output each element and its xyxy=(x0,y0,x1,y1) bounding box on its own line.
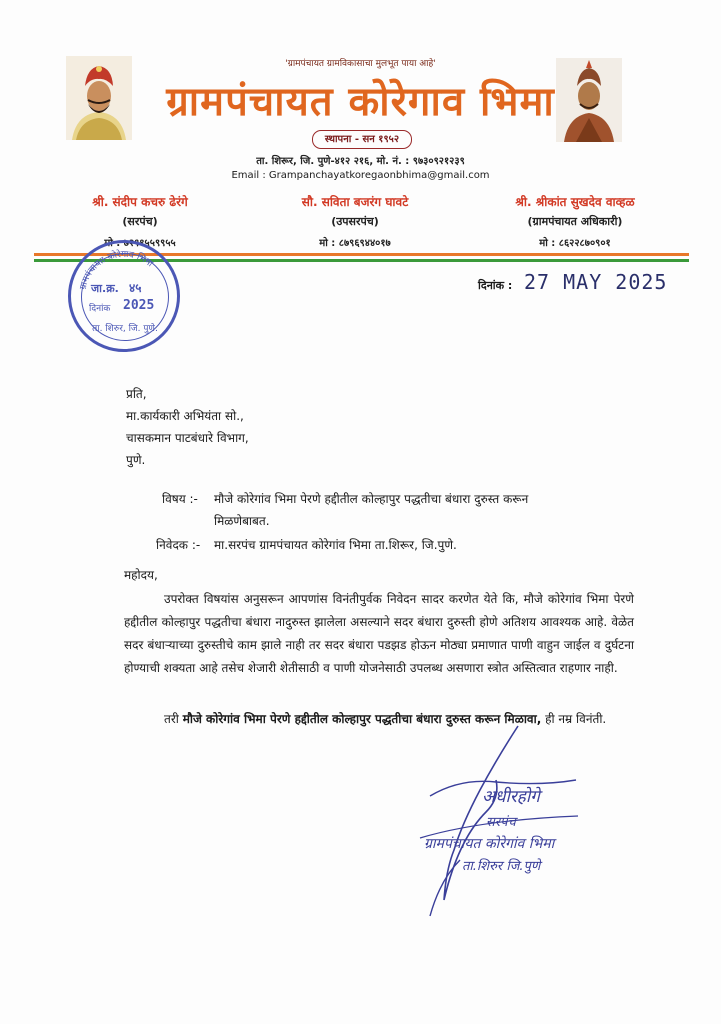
official-mobile: मो : ८६२२८७०९०१ xyxy=(539,238,611,249)
date-label: दिनांक : xyxy=(478,279,513,292)
official-gram-officer xyxy=(470,193,680,249)
closing-suffix: ही नम्र विनंती. xyxy=(545,712,607,726)
stamp-outward-number: ४५ xyxy=(129,281,142,295)
recipient-to: प्रति, xyxy=(126,387,147,401)
recipient-line-2: चासकमान पाटबंधारे विभाग, xyxy=(126,431,249,445)
applicant-text: मा.सरपंच ग्रामपंचायत कोरेगांव भिमा ता.शिरूर, जि.पुणे. xyxy=(214,538,457,552)
recipient-line-1: मा.कार्यकारी अभियंता सो., xyxy=(126,409,244,423)
closing-bold: मौजे कोरेगांव भिमा पेरणे हद्दीतील कोल्हापुर पद्धतीचा बंधारा दुरुस्त करून मिळावा, xyxy=(182,712,542,726)
official-role: (उपसरपंच) xyxy=(331,215,379,228)
office-round-stamp xyxy=(68,240,180,352)
salutation: महोदय, xyxy=(124,568,158,582)
stamp-outward-label: जा.क्र. xyxy=(91,282,119,295)
official-mobile: मो : ८७९६९४४०१७ xyxy=(319,238,391,249)
stamp-ring-label: ग्रामपंचायत कोरेगाव भिमा xyxy=(78,249,155,291)
closing-prefix: तरी xyxy=(164,712,179,726)
subject-label: विषय :- xyxy=(162,492,198,506)
signature-office: ग्रामपंचायत कोरेगांव भिमा xyxy=(424,836,555,852)
recipient-line-3: पुणे. xyxy=(126,453,146,467)
signature-scribble: अधीरहोगे xyxy=(482,787,540,807)
applicant-label: निवेदक :- xyxy=(156,538,201,552)
letterhead-title: ग्रामपंचायत कोरेगाव भिमा xyxy=(166,79,555,125)
official-role: (सरपंच) xyxy=(122,215,158,228)
official-name: श्री. संदीप कचरु ढेरंगे xyxy=(92,195,188,209)
letterhead-email: Email : Grampanchayatkoregaonbhima@gmail.com xyxy=(231,170,490,181)
stamp-bottom-text: ता. शिरुर, जि. पुणे. xyxy=(92,324,158,334)
stamp-date-label: दिनांक xyxy=(89,304,111,314)
established-badge: स्थापना - सन १९५२ xyxy=(312,130,412,149)
official-deputy-sarpanch xyxy=(250,193,460,249)
letterhead-tagline: 'ग्रामपंचायत ग्रामविकासाचा मुलभूत पाया आहे' xyxy=(285,59,436,69)
letterhead-address: ता. शिरूर, जि. पुणे-४१२ २१६, मो. नं. : ९७३०९२१२३९ xyxy=(256,156,465,167)
date-value: 27 MAY 2025 xyxy=(524,270,668,294)
body-paragraph xyxy=(124,588,634,680)
stamp-year: 2025 xyxy=(123,298,155,313)
official-sarpanch xyxy=(40,193,240,249)
official-mobile: मो : ७२१९५५९९५५ xyxy=(104,238,176,249)
official-name: श्री. श्रीकांत सुखदेव वाव्हळ xyxy=(515,195,635,209)
body-paragraph-text: उपरोक्त विषयांस अनुसरून आपणांस विनंतीपुर्वक निवेदन सादर करणेत येते कि, मौजे कोरेगांव भिमा पेरणे हद्दीतील कोल्हापुर पद्धतीचा बंधारा नादुरुस्त झालेला असल्याने सदर बंधारा दुरुस्ती होणे अतिशय आवश्यक आहे. वेळेत सदर बंधाऱ्याच्या दुरुस्तीचे काम झाले नाही तर सदर बंधारा पडझड होऊन मोठ्या प्रमाणात पाणी वाहुन जाईल व दुर्घटना होण्याची शक्यता आहे तसेच शेजारी शेतीसाठी व पाणी योजनेसाठी उपलब्ध असणारा स्त्रोत अस्तित्वात राहणार नाही. xyxy=(124,592,634,675)
subject-line-2: मिळणेबाबत. xyxy=(214,514,270,528)
signature-designation: सरपंच xyxy=(486,815,516,830)
official-role: (ग्रामपंचायत अधिकारी) xyxy=(527,215,623,228)
signature-taluka: ता.शिरुर जि.पुणे xyxy=(462,859,541,874)
official-name: सौ. सविता बजरंग घावटे xyxy=(301,195,409,209)
subject-line-1: मौजे कोरेगांव भिमा पेरणे हद्दीतील कोल्हापुर पद्धतीचा बंधारा दुरुस्त करून xyxy=(214,492,529,506)
